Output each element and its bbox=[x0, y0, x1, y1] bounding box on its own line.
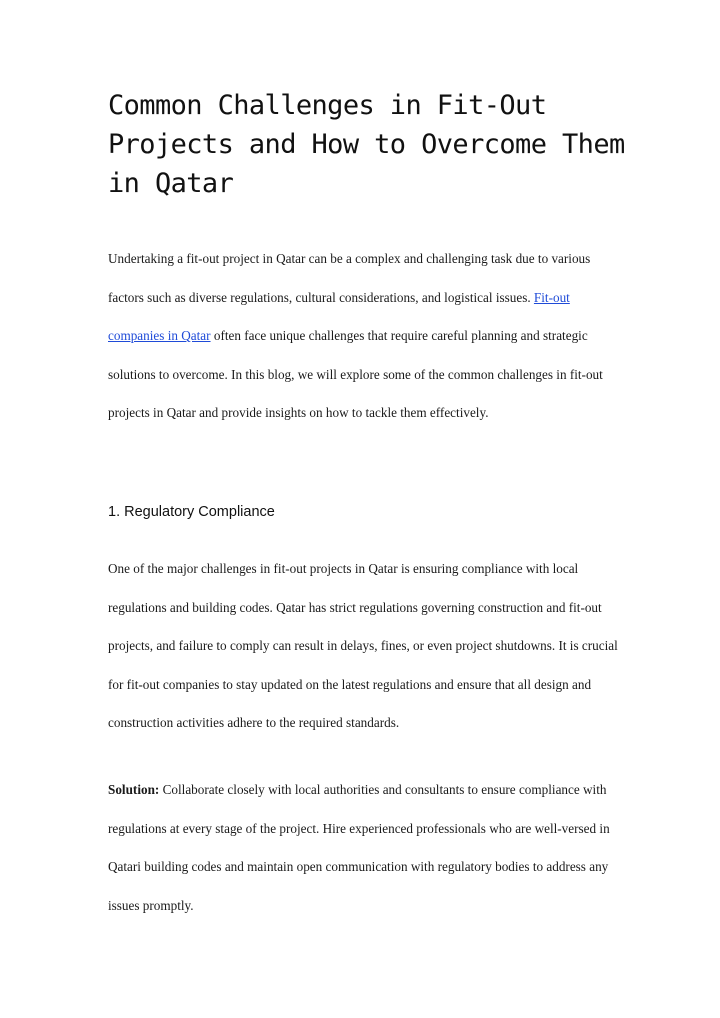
regulatory-compliance-paragraph: One of the major challenges in fit-out projects in Qatar is ensuring compliance with local regulations and building codes. Qatar has strict regulations governing construction and fit-out projects, and failure to comply can result in delays, fines, or even project shutdowns. It is crucial for fit-out companies to stay updated on the latest regulations and ensure that all design and construction activities adhere to the required standards. bbox=[108, 561, 618, 731]
solution-paragraph bbox=[108, 771, 628, 925]
intro-text-before-link: Undertaking a fit-out project in Qatar can be a complex and challenging task due to various factors such as diverse regulations, cultural considerations, and logistical issues. bbox=[108, 251, 591, 305]
section-heading-regulatory-compliance: 1. Regulatory Compliance bbox=[108, 504, 275, 520]
intro-text-after-link: often face unique challenges that require careful planning and strategic solutions to overcome. In this blog, we will explore some of the common challenges in fit-out projects in Qatar and provide insights on how to tackle them effectively. bbox=[108, 328, 603, 421]
solution-text: Collaborate closely with local authorities and consultants to ensure compliance with regulations at every stage of the project. Hire experienced professionals who are well-versed in Qatari building codes and maintain open communication with regulatory bodies to address any issues promptly. bbox=[108, 782, 610, 913]
intro-paragraph bbox=[108, 240, 628, 433]
fit-out-companies-link[interactable]: Fit-out companies in Qatar bbox=[108, 289, 570, 344]
solution-label: Solution: bbox=[108, 782, 160, 797]
page-title: Common Challenges in Fit-Out Projects and How to Overcome Them in Qatar bbox=[108, 90, 625, 199]
